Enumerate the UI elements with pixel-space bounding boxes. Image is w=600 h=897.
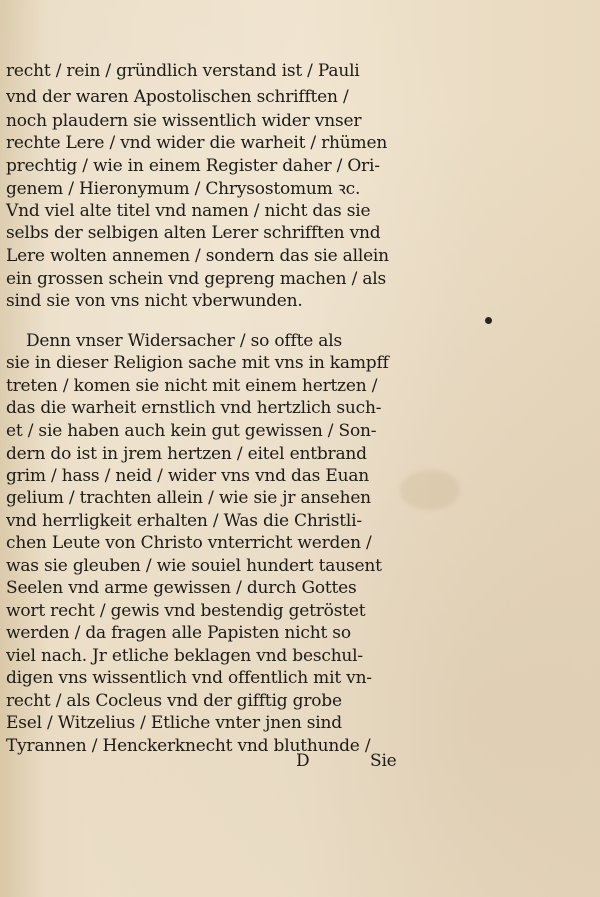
text-line: selbs der selbigen alten Lerer schrifften vnd — [6, 223, 381, 243]
text-line: rechte Lere / vnd wider die warheit / rhümen — [6, 133, 388, 153]
text-line: Denn vnser Widersacher / so offte als — [26, 331, 342, 351]
text-line: et / sie haben auch kein gut gewissen / Son- — [6, 421, 377, 441]
text-line: sind sie von vns nicht vberwunden. — [6, 291, 303, 311]
text-line: Vnd viel alte titel vnd namen / nicht das sie — [6, 201, 371, 221]
text-line: Esel / Witzelius / Etliche vnter jnen sind — [6, 713, 342, 733]
text-line: noch plaudern sie wissentlich wider vnser — [6, 111, 362, 131]
catchword: Sie — [370, 751, 397, 771]
text-line: Lere wolten annemen / sondern das sie allein — [6, 246, 389, 266]
text-line: dern do ist in jrem hertzen / eitel entbrand — [6, 444, 367, 464]
text-line: werden / da fragen alle Papisten nicht so — [6, 623, 351, 643]
text-line: recht / als Cocleus vnd der gifftig grobe — [6, 691, 342, 711]
text-line: viel nach. Jr etliche beklagen vnd beschul- — [6, 646, 363, 666]
text-line: was sie gleuben / wie souiel hundert tausent — [6, 556, 382, 576]
text-line: vnd herrligkeit erhalten / Was die Christli- — [6, 511, 362, 531]
text-line: genem / Hieronymum / Chrysostomum ꝛc. — [6, 179, 361, 199]
text-line: das die warheit ernstlich vnd hertzlich such- — [6, 398, 382, 418]
text-line: Tyrannen / Henckerknecht vnd bluthunde / — [6, 736, 371, 756]
text-line: chen Leute von Christo vnterricht werden / — [6, 533, 372, 553]
text-line: grim / hass / neid / wider vns vnd das Euan — [6, 466, 370, 486]
text-line: sie in dieser Religion sache mit vns in kampff — [6, 353, 389, 373]
text-line: Seelen vnd arme gewissen / durch Gottes — [6, 578, 357, 598]
text-line: digen vns wissentlich vnd offentlich mit vn- — [6, 668, 372, 688]
text-line: vnd der waren Apostolischen schrifften / — [6, 87, 349, 107]
text-line: wort recht / gewis vnd bestendig getröstet — [6, 601, 366, 621]
text-line: prechtig / wie in einem Register daher / Ori- — [6, 156, 380, 176]
text-line: gelium / trachten allein / wie sie jr ansehen — [6, 488, 371, 508]
signature-mark: D — [296, 751, 310, 771]
text-line: treten / komen sie nicht mit einem hertzen / — [6, 376, 378, 396]
text-line: recht / rein / gründlich verstand ist / Pauli — [6, 61, 360, 81]
text-line: ein grossen schein vnd gepreng machen / als — [6, 269, 387, 289]
